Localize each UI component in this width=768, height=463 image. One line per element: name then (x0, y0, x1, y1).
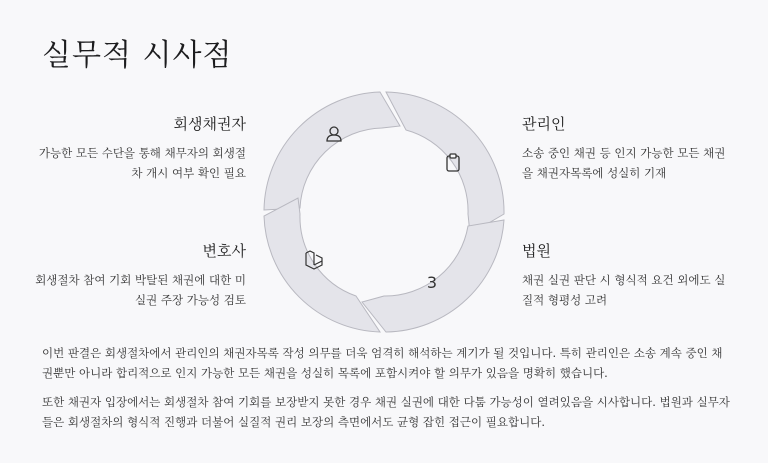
quadrant-administrator-text: 소송 중인 채권 등 인지 가능한 모든 채권을 채권자목록에 성실히 기재 (522, 146, 726, 180)
quadrant-lawyer-text: 회생절차 참여 기회 박탈된 채권에 대한 미실권 주장 가능성 검토 (35, 273, 246, 307)
quadrant-creditor (30, 113, 246, 183)
segment-number: 3 (426, 273, 438, 292)
quadrant-administrator-heading: 관리인 (522, 115, 566, 133)
quadrant-administrator (522, 113, 732, 183)
cycle-diagram (262, 90, 506, 334)
quadrant-court-text: 채권 실권 판단 시 형식적 요건 외에도 실질적 형평성 고려 (522, 273, 726, 307)
quadrant-court (522, 240, 732, 310)
quadrant-court-heading: 법원 (522, 242, 551, 260)
quadrant-creditor-text: 가능한 모든 수단을 통해 채무자의 회생절차 개시 여부 확인 필요 (38, 146, 246, 180)
page-title: 실무적 시사점 (42, 38, 233, 73)
quadrant-creditor-heading: 회생채권자 (173, 115, 246, 133)
quadrant-lawyer-heading: 변호사 (202, 242, 246, 260)
paragraph-2: 또한 채권자 입장에서는 회생절차 참여 기회를 보장받지 못한 경우 채권 실권에 대한 다툼 가능성이 열려있음을 시사합니다. 법원과 실무자들은 회생절차의 형식적 진행과 더불어 실질적 권리 보장의 측면에서도 균형 잡힌 접근이 필요합니다. (42, 395, 730, 429)
quadrant-lawyer (30, 240, 246, 310)
paragraph-1: 이번 판결은 회생절차에서 관리인의 채권자목록 작성 의무를 더욱 엄격히 해석하는 계기가 될 것입니다. 특히 관리인은 소송 계속 중인 채권뿐만 아니라 합리적으로 인지 가능한 모든 채권을 성실히 목록에 포함시켜야 할 의무가 있음을 명확히 했습니다. (42, 346, 723, 380)
